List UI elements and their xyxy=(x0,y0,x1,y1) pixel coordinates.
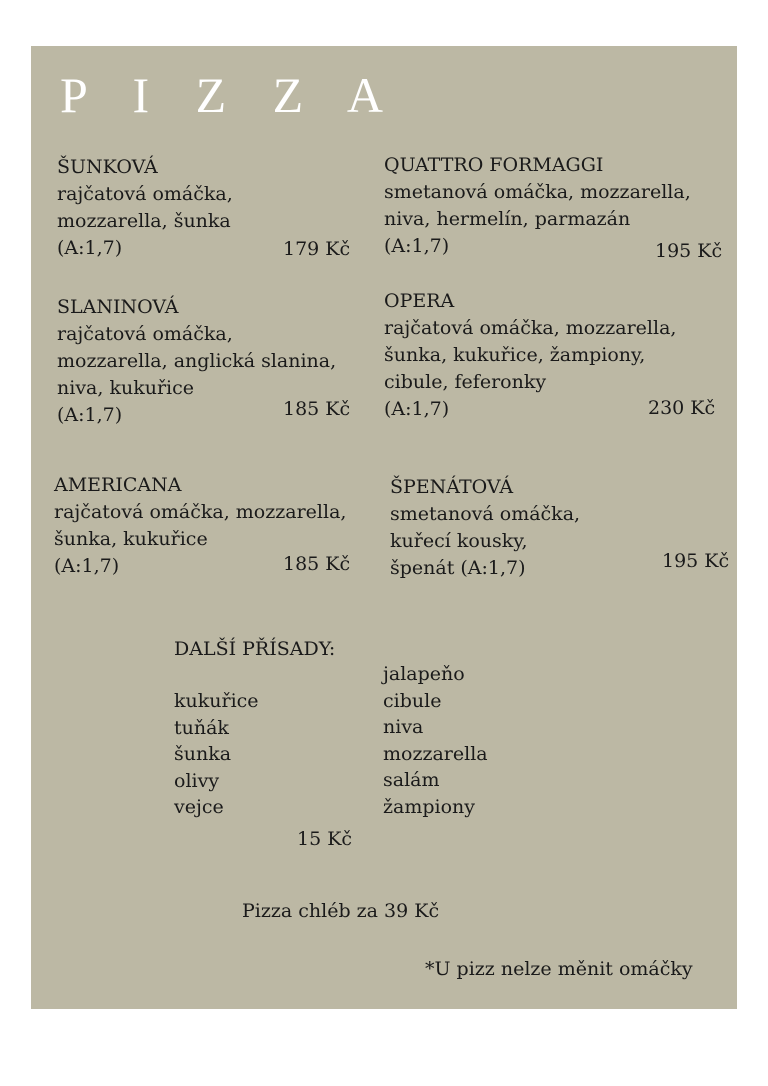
extras-heading: DALŠÍ PŘÍSADY: xyxy=(174,638,336,660)
extras-item: cibule xyxy=(383,689,442,712)
extras-item: niva xyxy=(383,716,424,738)
extras-price: 15 Kč xyxy=(297,828,353,850)
extras-item: šunka xyxy=(174,743,232,765)
pizza-description: rajčatová omáčka, mozzarella, anglická slanina, niva, kukuřice (A:1,7) xyxy=(57,323,337,426)
pizza-price: 185 Kč xyxy=(283,553,351,575)
extras-item: jalapeňo xyxy=(383,663,465,685)
pizza-price: 195 Kč xyxy=(655,240,723,262)
pizza-description: rajčatová omáčka, mozzarella, šunka, kukuřice (A:1,7) xyxy=(54,501,347,577)
extras-list-right xyxy=(383,661,488,820)
pizza-item-spenatova xyxy=(390,474,580,582)
pizza-description: rajčatová omáčka, mozzarella, šunka (A:1,7) xyxy=(57,183,233,259)
pizza-name: SLANINOVÁ xyxy=(57,296,179,318)
extras-item: vejce xyxy=(174,796,224,818)
pizza-item-sunkova xyxy=(57,154,233,262)
pizza-item-quattro-formaggi xyxy=(384,152,691,260)
sauce-note: *U pizz nelze měnit omáčky xyxy=(425,958,693,980)
pizza-description: rajčatová omáčka, mozzarella, šunka, kukuřice, žampiony, cibule, feferonky (A:1,7) xyxy=(384,317,677,420)
pizza-item-opera xyxy=(384,288,676,423)
extras-item: žampiony xyxy=(383,795,476,818)
pizza-name: OPERA xyxy=(384,290,455,312)
pizza-name: QUATTRO FORMAGGI xyxy=(384,154,604,176)
extras-item: olivy xyxy=(174,769,220,792)
pizza-price: 195 Kč xyxy=(662,550,730,572)
extras-item: salám xyxy=(383,769,440,791)
pizza-description: smetanová omáčka, kuřecí kousky, špenát (A:1,7) xyxy=(390,503,581,579)
extras-item: tuňák xyxy=(174,716,229,739)
menu-title: P I Z Z A xyxy=(60,67,401,123)
pizza-price: 185 Kč xyxy=(283,398,351,420)
pizza-description: smetanová omáčka, mozzarella, niva, hermelín, parmazán (A:1,7) xyxy=(384,181,691,257)
pizza-name: ŠUNKOVÁ xyxy=(57,156,158,178)
pizza-bread-offer: Pizza chléb za 39 Kč xyxy=(242,900,440,922)
extras-item: kukuřice xyxy=(174,690,259,712)
pizza-name: ŠPENÁTOVÁ xyxy=(390,476,514,498)
extras-item: mozzarella xyxy=(383,742,488,765)
extras-list-left xyxy=(174,688,259,821)
pizza-name: AMERICANA xyxy=(54,474,182,496)
pizza-price: 179 Kč xyxy=(283,238,351,260)
pizza-price: 230 Kč xyxy=(648,397,716,419)
